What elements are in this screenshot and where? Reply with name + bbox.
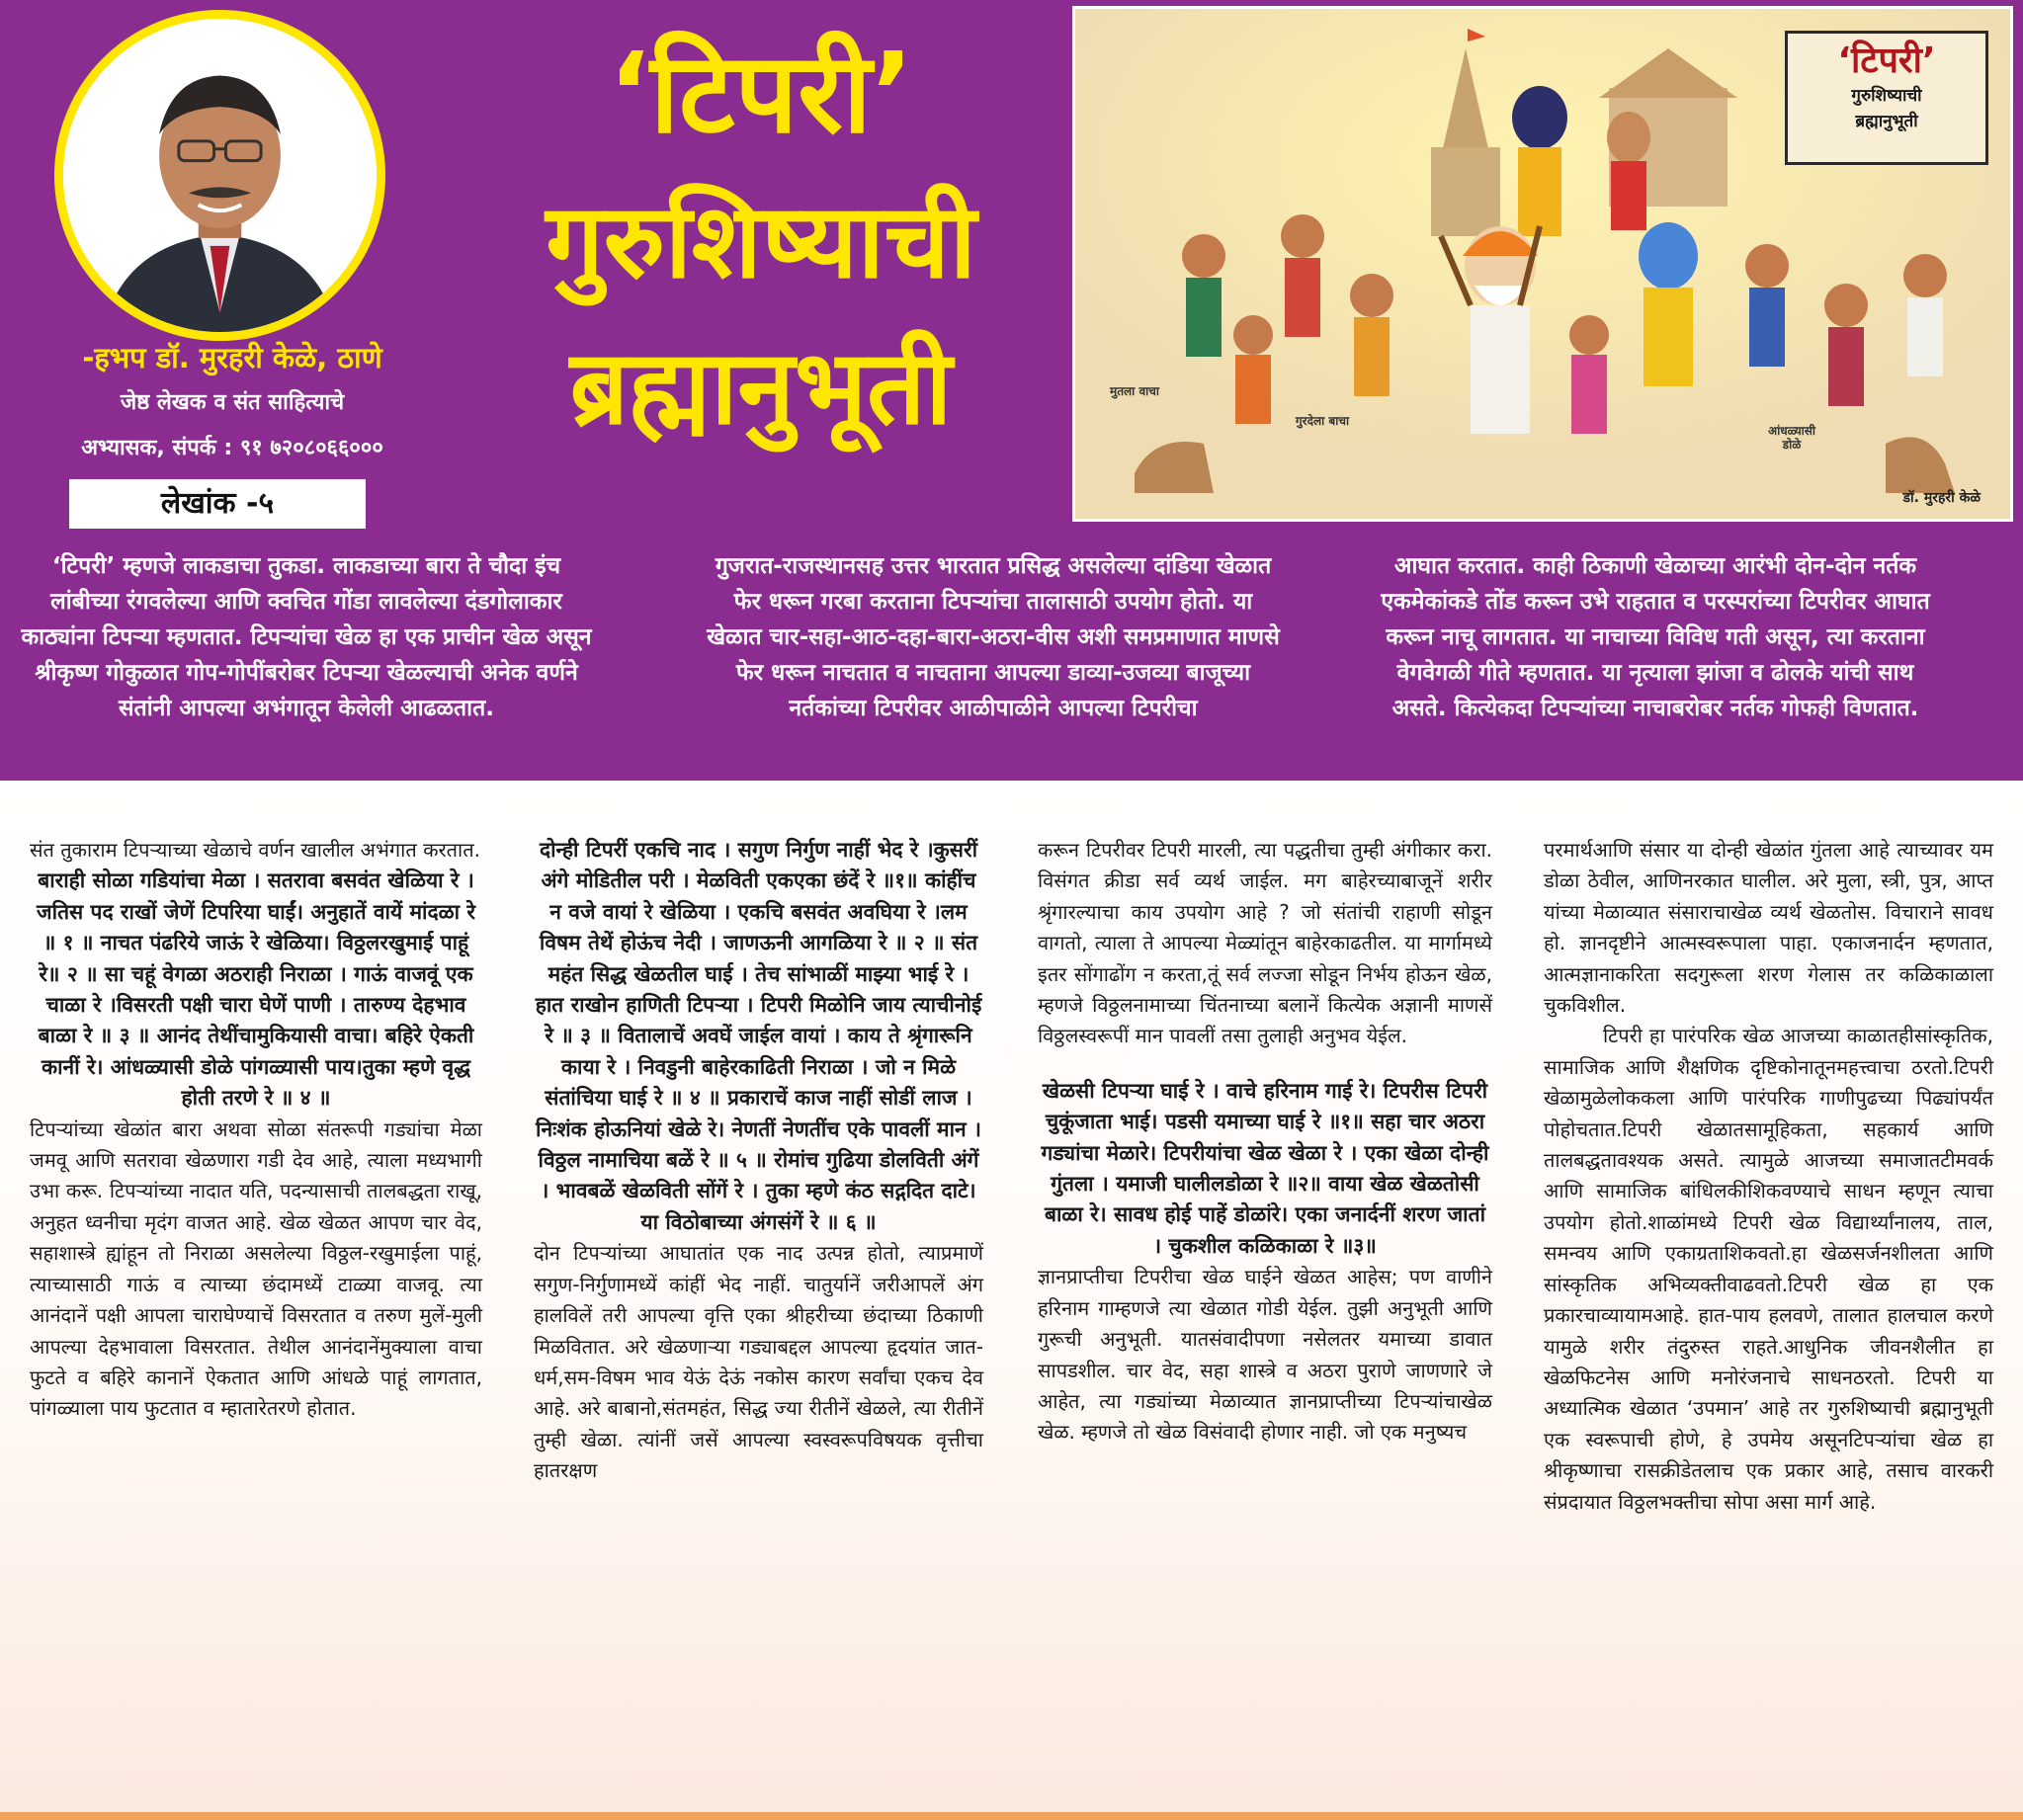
illustration-tag-deaf: गुरदेला बाचा [1295, 414, 1350, 428]
illustration-badge-title: ‘टिपरी’ [1837, 41, 1936, 81]
col1-paragraph-2: टिपऱ्यांच्या खेळांत बारा अथवा सोळा संतरूपी गड्यांचा मेळा जमवू आणि सतरावा खेळणारा गडी देव आहे, त्याला मध्यभागी उभा करू. टिपऱ्यांच्या नादात यति, पदन्यासाची तालबद्धता राखू, अनुहत ध्वनीचा मृदंग वाजत आहे. खेळ खेळत आपण चार वेद, सहाशास्त्रे ह्यांहून तो निराळा असलेल्या विठ्ठल-रखुमाईला पाहूं, त्याच्यासाठी गाऊं व त्याच्या छंदामध्यें टाळ्या वाजवू. त्या आनंदानें पक्षी आपला चाराघेण्याचें विसरतात व तरुण मुलें-मुली आपल्या देहभावाला विसरतात. तेथील आनंदानेंमुक्याला वाचा फुटते व बहिरे कानानें ऐकतात आणि आंधळे पाहूं लागतात, पांगळ्याला पाय फुटतात व म्हातारेतरणे होतात. [30, 1117, 482, 1421]
intro-column-1: ‘टिपरी’ म्हणजे लाकडाचा तुकडा. लाकडाच्या बारा ते चौदा इंच लांबीच्या रंगवलेल्या आणि क्वचित गोंडा लावलेल्या दंडगोलाकार काठ्यांना टिपऱ्या म्हणतात. टिपऱ्यांचा खेळ हा एक प्राचीन खेळ असून श्रीकृष्ण गोकुळात गोप-गोपींबरोबर टिपऱ्या खेळल्याची अनेक वर्णने संतांनी आपल्या अभंगातून केलेली आढळतात. [21, 553, 592, 721]
intro-column-2: गुजरात-राजस्थानसह उत्तर भारतात प्रसिद्ध असलेल्या दांडिया खेळात फेर धरून गरबा करताना टिपऱ्यांचा तालासाठी उपयोग होतो. या खेळात चार-सहा-आठ-दहा-बारा-अठरा-वीस अशी समप्रमाणात माणसे फेर धरून नाचतात व नाचताना आपल्या डाव्या-उजव्या बाजूच्या नर्तकांच्या टिपरीवर आळीपाळीने आपल्या टिपरीचा [707, 553, 1280, 721]
col3-paragraph-2: ज्ञानप्राप्तीचा टिपरीचा खेळ घाईने खेळत आहेस; पण वाणीने हरिनाम गाम्हणजे त्या खेळात गोडी येईल. तुझी अनुभूती आणि गुरूची अनुभूती. यातसंवादीपणा नसेलतर यमाच्या डावात सापडशील. चार वेद, सहा शास्त्रे व अठरा पुराणे जाणणारे जे आहेत, त्या गड्यांच्या मेळाव्यात ज्ञानप्राप्तीच्या टिपऱ्यांचाखेळ खेळ. म्हणजे तो खेळ विसंवादी होणार नाही. जो एक मनुष्यच [1038, 1265, 1492, 1445]
illustration-badge [1785, 31, 1988, 165]
col1-paragraph-1: संत तुकाराम टिपऱ्याच्या खेळाचे वर्णन खालील अभंगात करतात. [30, 838, 480, 862]
illustration-tag-blind: आंधळ्यासी डोळे [1767, 424, 1815, 452]
author-description [20, 380, 445, 471]
author-desc-line1: जेष्ठ लेखक व संत साहित्याचे [120, 390, 345, 415]
body-column-4 [1544, 835, 1993, 1518]
body-column-2 [534, 835, 983, 1487]
headline [464, 20, 1057, 460]
headline-line1: ‘टिपरी’ [608, 30, 914, 158]
body-column-3 [1038, 835, 1492, 1448]
col4-paragraph-1: परमार्थआणि संसार या दोन्ही खेळांत गुंतला आहे त्याच्यावर यम डोळा ठेवील, आणिनरकात घालील. अरे मुला, स्त्री, पुत्र, आप्त यांच्या मेळाव्यात संसाराचाखेळ व्यर्थ खेळतोस. विचाराने सावध हो. ज्ञानदृष्टीने आत्मस्वरूपाला पाहा. एकाजनार्दन म्हणतात, आत्मज्ञानाकरिता सदगुरूला शरण गेलास तर कळिकाळाला चुकविशील. [1544, 838, 1993, 1018]
bottom-divider [0, 1812, 2023, 1820]
author-portrait [54, 10, 385, 341]
col3-paragraph-1: करून टिपरीवर टिपरी मारली, त्या पद्धतीचा तुम्ही अंगीकार करा. विसंगत क्रीडा सर्व व्यर्थ जाईल. मग बाहेरच्याबाजूनें शरीर श्रृंगारल्याचा काय उपयोग आहे ? जो संतांची राहाणी सोडून वागतो, त्याला ते आपल्या मेळ्यांतून बाहेरकाढतील. या मार्गामध्ये इतर सोंगाढोंग न करता,तूं सर्व लज्जा सोडून निर्भय होऊन खेळ, म्हणजे विठ्ठलनामाच्या चिंतनाच्या बलानें कित्येक अज्ञानी माणसें विठ्ठलस्वरूपीं मान पावलीं तसा तुलाही अनुभव येईल. [1038, 838, 1492, 1048]
author-photo-icon [63, 19, 377, 332]
illustration-tag-mute: मुतला वाचा [1110, 384, 1159, 398]
illustration-badge-sub2: ब्रह्मानुभूती [1855, 112, 1918, 131]
col1-abhang-verse: बाराही सोळा गडियांचा मेळा । सतरावा बसवंत खेळिया रे । जतिस पद राखों जेणें टिपरिया घाईं। अनुहातें वायें मांदळा रे ॥ १ ॥ नाचत पंढरिये जाऊं रे खेळिया। विठ्ठलरखुमाई पाहूं रे॥ २ ॥ सा चहूं वेगळा अठराही निराळा । गाऊं वाजवूं एक चाळा रे ।विसरती पक्षी चारा घेणें पाणी । तारुण्य देहभाव बाळा रे ॥ ३ ॥ आनंद तेथींचामुकियासी वाचा। बहिरे ऐकती कानीं रे। आंधळ्यासी डोळे पांगळ्यासी पाय।तुका म्हणे वृद्ध होती तरणे रे ॥ ४ ॥ [37, 869, 475, 1111]
body-column-1 [30, 835, 482, 1425]
author-desc-line2: अभ्यासक, संपर्क : ९१ ७२०८०६६००० [81, 436, 383, 460]
illustration-badge-subtitle [1788, 83, 1985, 134]
headline-line3: ब्रह्मानुभूती [569, 327, 953, 448]
col2-paragraph-1: दोन टिपऱ्यांच्या आघातांत एक नाद उत्पन्न होतो, त्याप्रमाणें सगुण-निर्गुणामध्यें कांहीं भेद नाहीं. चातुर्यानें जरीआपलें अंग हालविलें तरी आपल्या वृत्ति एका श्रीहरीच्या छंदाच्या ठिकाणी मिळवितात. अरे खेळणाऱ्या गड्याबद्दल आपल्या हृदयांत जात-धर्म,सम-विषम भाव येऊं देऊं नकोस कारण सर्वांचा एकच देव आहे. अरे बाबानो,संतमहंत, सिद्ध ज्या रीतीनें खेळले, त्या रीतीनें तुम्ही खेळा. त्यांनीं जसें आपल्या स्वस्वरूपविषयक वृत्तीचा हातरक्षण [534, 1241, 983, 1483]
author-name: -हभप डॉ. मुरहरी केळे, ठाणे [82, 341, 382, 374]
col2-abhang-verse: दोन्ही टिपरीं एकचि नाद । सगुण निर्गुण नाहीं भेद रे ।कुसरीं अंगे मोडितील परी । मेळविती एकएका छंदें रे ॥१॥ कांहींच न वजे वायां रे खेळिया । एकचि बसवंत अवघिया रे ।लम विषम तेथें होऊंच नेदी । जाणऊनी आगळिया रे ॥ २ ॥ संत महंत सिद्ध खेळतील घाई । तेच सांभाळीं माझ्या भाई रे । हात राखोन हाणिती टिपऱ्या । टिपरी मिळोनि जाय त्याचीनोई रे ॥ ३ ॥ वितालाचें अवघें जाईल वायां । काय ते श्रृंगारूनि काया रे । निवडुनी बाहेरकाढिती निराळा । जो न मिळे संतांचिया घाई रे ॥ ४ ॥ प्रकाराचें काज नाहीं सोडीं लाज ।निःशंक होऊनियां खेळे रे। नेणतीं नेणतींच एके पावलीं मान । विठ्ठल नामाचिया बळें रे ॥ ५ ॥ रोमांच गुढिया डोलविती अंगें । भावबळें खेळविती सोंगें रे । तुका म्हणे कंठ सद्गदित दाटे।या विठोबाच्या अंगसंगें रे ॥ ६ ॥ [535, 838, 982, 1234]
illustration-credit: डॉ. मुरहरी केळे [1902, 490, 1981, 506]
intro-column-3: आघात करतात. काही ठिकाणी खेळाच्या आरंभी दोन-दोन नर्तक एकमेकांकडे तोंड करून उभे राहतात व परस्परांच्या टिपरीवर आघात करून नाचू लागतात. या नाचाच्या विविध गती असून, त्या करताना वेगवेगळी गीते म्हणतात. या नृत्याला झांजा व ढोलके यांची साथ असते. कित्येकदा टिपऱ्यांच्या नाचाबरोबर नर्तक गोफही विणतात. [1381, 553, 1930, 721]
col4-paragraph-2: टिपरी हा पारंपरिक खेळ आजच्या काळातहीसांस्कृतिक, सामाजिक आणि शैक्षणिक दृष्टिकोनातूनमहत्त्वाचा ठरतो.टिपरी खेळामुळेलोककला आणि पारंपरिक गाणीपुढच्या पिढ्यांपर्यंत पोहोचतात.टिपरी खेळातसामूहिकता, सहकार्य आणि तालबद्धतावश्यक असते. त्यामुळे आजच्या समाजातटीमवर्क आणि सामाजिक बांधिलकीशिकवण्याचे साधन म्हणून त्याचा उपयोग होतो.शाळांमध्ये टिपरी खेळ विद्यार्थ्यांनालय, ताल, समन्वय आणि एकाग्रताशिकवतो.हा खेळसर्जनशीलता आणि सांस्कृतिक अभिव्यक्तीवाढवतो.टिपरी खेळ हा एक प्रकारचाव्यायामआहे. हात-पाय हलवणे, तालात हालचाल करणे यामुळे शरीर तंदुरुस्त राहते.आधुनिक जीवनशैलीत हा खेळफिटनेस आणि मनोरंजनाचे साधनठरतो. टिपरी या अध्यात्मिक खेळात ‘उपमान’ आहे तर गुरुशिष्याची ब्रह्मानुभूती एक स्वरूपाची होणे, हे उपमेय असूनटिपऱ्यांचा खेळ हा श्रीकृष्णाचा रासक्रीडेतलाच एक प्रकार आहे, तसाच वारकरी संप्रदायात विठ्ठलभक्तीचा सोपा असा मार्ग आहे. [1544, 1024, 1993, 1514]
illustration [1072, 6, 2013, 522]
article-number-badge: लेखांक -५ [69, 479, 366, 529]
headline-line2: गुरुशिष्याची [546, 181, 976, 301]
illustration-badge-sub1: गुरुशिष्याची [1851, 86, 1922, 106]
col3-abhang-verse: खेळसी टिपऱ्या घाई रे । वाचे हरिनाम गाई रे। टिपरीस टिपरी चुकूंजाता भाई। पडसी यमाच्या घाई रे ॥१॥ सहा चार अठरा गड्यांचा मेळारे। टिपरीयांचा खेळ खेळा रे । एका खेळा दोन्ही गुंतला । यमाजी घालीलडोळा रे ॥२॥ वाया खेळ खेळतोसी बाळा रे। सावध होई पाहें डोळांरे। एका जनार्दनीं शरण जातां । चुकशील कळिकाळा रे ॥३॥ [1041, 1078, 1489, 1258]
